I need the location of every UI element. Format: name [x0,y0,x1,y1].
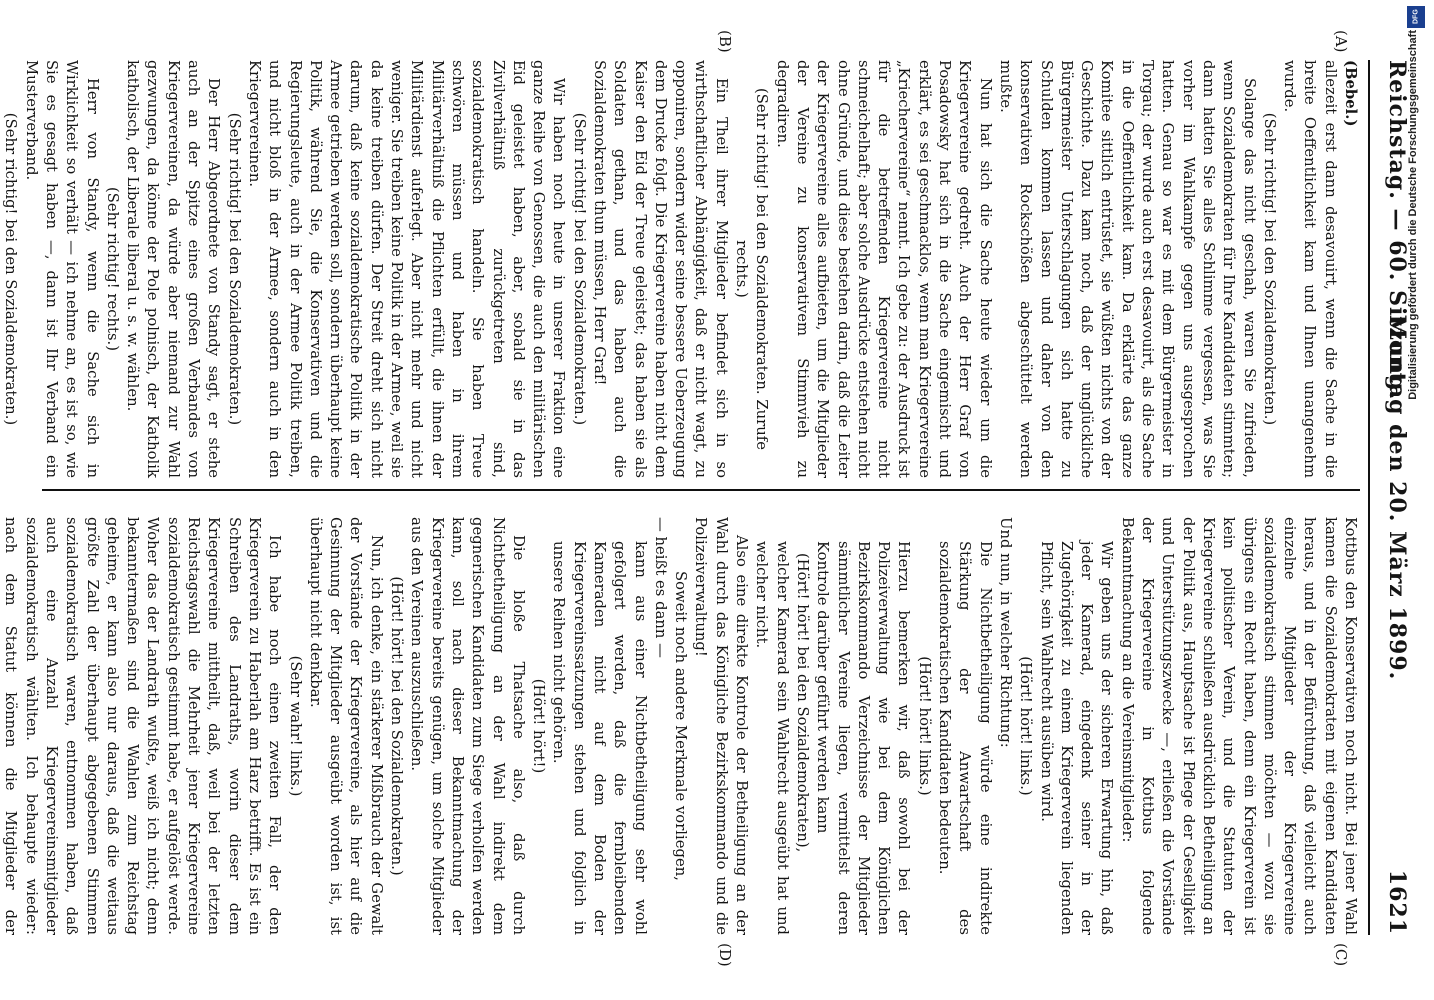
paragraph-text: Nun, ich denke, ein stärkerer Mißbrauch der Gewalt der Vorstände der Kriegervereine, als hier auf die Gesinnung der Mitglieder ausgeübt worden ist, ist überhaupt nicht denkbar. [306,517,385,935]
paragraph-text: Solange das nicht geschah, waren Sie zufrieden, wenn Sozialdemokraten für Ihre Kandidaten stimmten; dann hatten Sie alles Schlimme vergessen, was Sie vorher im Wahlkampfe gegen uns ausgesprochen hatten. Genau so war es mit dem Bürgermeister in Torgau; der wurde auch erst desavouirt, als die Sache in die Oeffentlichkeit kam. Da erklärte das ganze Komitee sittlich entrüstet, sie wüßten nichts von der Geschichte. Dazu kam noch, daß der unglückliche Bürgermeister Unterschlagungen sich hatte zu Schulden kommen lassen und daher von den konservativen Rockschößen abgeschüttelt werden mußte. [996,60,1258,478]
margin-marker-b: (B) [716,30,734,53]
speaker-name: (Bebel.) [1342,60,1359,127]
interjection [0,60,20,478]
paragraph-text: (Sehr richtig! bei den Sozialdemokraten.) [570,112,588,426]
paragraph-text: Die Nichtbetheiligung würde eine indirekte Stärkung der Anwartschaft des sozialdemokratischen Kandidaten bedeuten. [936,541,994,935]
paragraph-text: allezeit erst dann desavouirt, wenn die Sache in die breite Oeffentlichkeit kam und Ihnen unangenehm wurde. [1281,60,1339,478]
paragraph-text: Der Herr Abgeordnete von Standy sagt, er stehe auch an der Spitze eines großen Verbandes von Kriegervereinen, da würde aber niemand zur Wahl gezwungen, da könne der Pole polnisch, der Katholik katholisch, der Liberale liberal u. s. w. wählen. [124,60,223,478]
paragraph [305,517,386,935]
page-number: 1621 [1384,869,1410,935]
paragraph [751,517,792,935]
paragraph-text: Ein Theil ihrer Mitglieder befindet sich in so wirthschaftlicher Abhängigkeit, daß er nicht wagt, zu opponiren, sondern wider seine bessere Ueberzeugung dem Drucke folgt. Die Kriegervereine haben nicht dem Kaiser den Eid der Treue geleistet; das haben sie als Soldaten gethan, und das haben auch die Sozialdemokraten thun müssen, Herr Graf! [591,60,730,478]
paragraph-text: (Sehr richtig! rechts.) [103,186,121,352]
paragraph [771,60,994,478]
paragraph-text: welcher Kamerad sein Wahlrecht ausgeübt hat und welcher nicht. [753,541,791,935]
interjection [102,60,122,478]
paragraph-text: Kottbus den Konservativen noch nicht. Bei jener Wahl kamen die Sozialdemokraten mit eigenen Kandidaten heraus, und in der Befürchtung, daß vielleicht auch einzelne Mitglieder der Kriegervereine sozialdemokratisch stimmen möchten — wozu sie übrigens ein Recht haben, denn ein Kriegerverein ist kein politischer Verein, und die Statuten der Kriegervereine schließen ausdrücklich Betheiligung an der Politik aus, Hauptsache ist Pflege der Geselligkeit und Unterstützungszwecke —, erließen die Vorstände der Kriegervereine in Kottbus folgende Bekanntmachung an die Vereinsmitglieder: [1118,517,1359,935]
paragraph-text: (Sehr richtig! bei den Sozialdemokraten.) [2,112,20,426]
paragraph [0,517,284,935]
digitization-credit: Digitalisierung gefördert durch die Deutsche Forschungsgemeinschaft [1407,30,1419,400]
column-divider [42,489,1360,491]
header-center: Montag den 20. März 1899. [1384,314,1410,681]
paragraph-text: — heißt es dann — [651,517,669,658]
paragraph-text: kann aus einer Nichtbetheiligung sehr wohl gefolgert werden, daß die fernbleibenden Kameraden nicht auf dem Boden der Kriegervereinssatzungen stehen und folglich in unsere Reihen nicht gehören. [550,541,649,935]
dfg-logo: DFG [1407,6,1425,28]
paragraph [589,60,731,478]
paragraph [1116,517,1360,935]
interjection [670,517,690,935]
paragraph [792,517,812,935]
paragraph [690,517,751,935]
interjection [284,517,304,935]
paragraph-text: Und nun, in welcher Richtung: [996,517,1014,748]
paragraph [1279,60,1340,478]
interjection [1259,60,1279,478]
interjection [913,517,933,935]
header-left: Reichstag. — 60. Sitzung. [1384,60,1410,401]
paragraph-text: (Sehr richtig! bei den Sozialdemokraten. Zurufe rechts.) [733,88,771,450]
paragraph [244,60,569,478]
paragraph-text: (Sehr wahr! links.) [286,655,304,797]
paragraph-text: Herr von Standy, wenn die Sache sich in Wirklichkeit so verhält — ich nehme an, es ist so, wie Sie es gesagt haben —, dann ist Ihr Verband ein Musterverband. [22,60,101,478]
paragraph [548,517,649,935]
text-column-left [2,60,1360,478]
margin-marker-a: (A) [1332,30,1350,53]
margin-marker-d: (D) [716,943,734,967]
paragraph-text: Also eine direkte Kontrole der Betheiligung an der Wahl durch das Königliche Bezirkskommando und die Polizeiverwaltung! [692,517,751,935]
paragraph-text: Die bloße Thatsache also, daß durch Nichtbetheiligung an der Wahl indirekt dem gegnerischen Kandidaten zum Siege verholfen werden kann, soll nach dieser Bekanntmachung der Kriegervereine bereits genügen, um solche Mitglieder aus den Vereinen auszuschließen. [408,517,527,935]
paragraph [812,517,913,935]
paragraph-text: Ich habe noch einen zweiten Fall, der den Kriegerverein zu Haberlah am Harz betrifft. Es ist ein Schreiben des Landraths, worin dieser dem Kriegervereine mittheilt, daß, weil bei der letzten Reichstagswahl die Mehrheit jener Kriegervereine sozialdemokratisch gestimmt habe, er aufgelöst werde. Woher das der Landrath wußte, weiß ich nicht; denn bekanntermaßen sind die Wahlen zum Reichstag geheime, er kann also nur daraus, daß die weitaus größte Zahl der überhaupt abgegebenen Stimmen sozialdemokratisch waren, entnommen haben, daß auch eine Anzahl Kriegervereinsmitglieder sozialdemokratisch wählten. Ich behaupte wieder: nach dem Statut können die Mitglieder der [2,517,284,935]
paragraph [20,60,101,478]
paragraph-text: (Hört! hört!) [530,678,548,774]
paragraph-text: (Sehr richtig! bei den Sozialdemokraten.) [1260,112,1278,426]
text-column-right [2,517,1360,935]
interjection [568,60,588,478]
paragraph-text: (Hört! hört! bei den Sozialdemokraten), [793,553,811,853]
paragraph-text: Nun hat sich die Sache heute wieder um die Kriegervereine gedreht. Auch der Herr Graf von Posadowsky hat sich in die Sache eingemischt und erklärt, es sei geschmacklos, wenn man Kriegervereine „Kriechervereine“ nennt. Ich gebe zu: der Ausdruck ist für die betreffenden Kriegervereine nicht schmeichelhaft; aber solche Ausdrücke entstehen nicht ohne Gründe, und diese bestehen darin, daß die Leiter der Kriegervereine alles aufbieten, um die Mitglieder der Vereine zu konservativem Stimmvieh zu degradiren. [773,60,994,478]
paragraph [995,517,1015,935]
interjection [731,60,772,478]
paragraph-text: Hierzu bemerken wir, daß sowohl bei der Polizeiverwaltung wie bei dem Königlichen Bezirkskommando Verzeichnisse der Mitglieder sämmtlicher Vereine liegen, vermittelst deren Kontrole darüber geführt werden kann [814,541,913,935]
paragraph-text: (Sehr richtig! bei den Sozialdemokraten.) [225,112,243,426]
paragraph [1035,517,1116,935]
margin-marker-c: (C) [1332,943,1350,967]
paragraph-text: Wir haben noch heute in unserer Fraktion eine ganze Reihe von Genossen, die auch den militärischen Eid geleistet haben, aber, sobald sie in das Zivilverhältniß zurückgetreten sind, sozialdemokratisch handeln. Sie haben Treue schwören müssen und haben in ihrem Militärverhältniß die Pflichten erfüllt, die ihnen der Militärdienst auferlegt. Aber nicht mehr und nicht weniger. Sie treiben keine Politik in der Armee, weil sie da keine treiben dürfen. Der Streit dreht sich nicht darum, daß keine sozialdemokratische Politik in der Armee getrieben werden soll, sondern überhaupt keine Politik, während Sie, die Konservativen und die Regierungsleute, auch in der Armee Politik treiben, und nicht bloß in der Armee, sondern auch in den Kriegervereinen. [245,60,568,478]
paragraph [934,517,995,935]
digitization-sidebar [1406,0,1428,1000]
paragraph [406,517,528,935]
paragraph-text: (Hört! hört! links.) [1017,656,1035,796]
paragraph-text: Soweit noch andere Merkmale vorliegen, [672,571,690,881]
paragraph [995,60,1259,478]
interjection [386,517,406,935]
paragraph-text: (Hört! hört! bei den Sozialdemokraten.) [388,576,406,876]
interjection [528,517,548,935]
paragraph [650,517,670,935]
interjection [223,60,243,478]
paragraph [1340,60,1360,478]
interjection [1015,517,1035,935]
paragraph [122,60,223,478]
paragraph-text: (Hört! hört! links.) [915,656,933,796]
paragraph-text: Wir geben uns der sicheren Erwartung hin, daß jeder Kamerad, eingedenk seiner in der Zugehörigkeit zu einem Kriegerverein liegenden Pflicht, sein Wahlrecht ausüben wird. [1037,541,1116,935]
